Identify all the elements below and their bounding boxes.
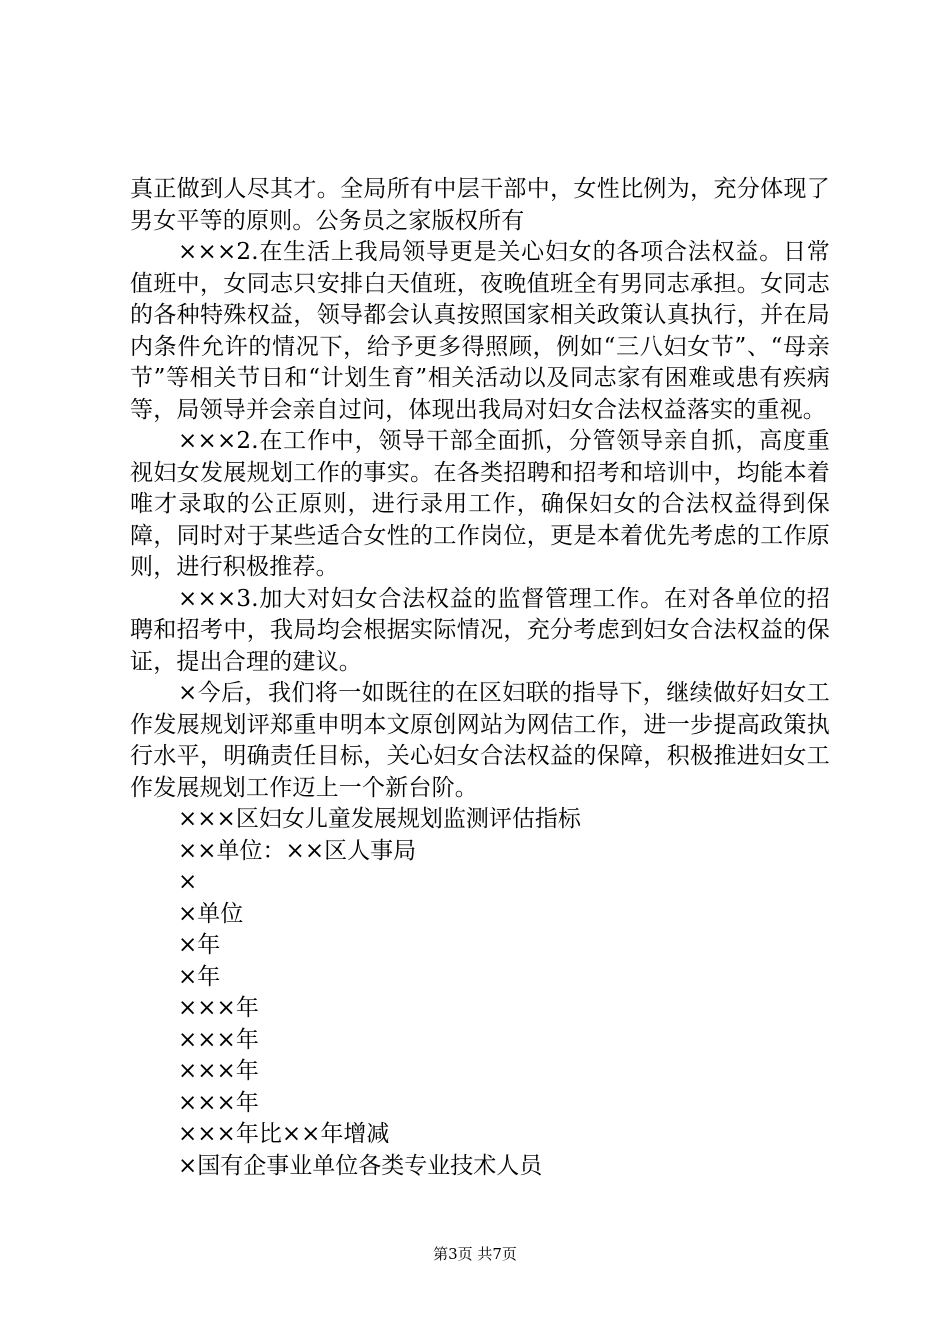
paragraph-work: ×××2.在工作中，领导干部全面抓，分管领导亲自抓，高度重视妇女发展规划工作的事实。在各类招聘和招考和培训中，均能本着唯才录取的公正原则，进行录用工作，确保妇女的合法权益得到保障，同时对于某些适合女性的工作岗位，更是本着优先考虑的工作原则，进行积极推荐。 [130,428,830,580]
list-item: ×国有企事业单位各类专业技术人员 [178,1152,543,1179]
list-item: ×年 [178,963,221,990]
list-item: ×××年 [178,1058,259,1084]
list-item: × [178,869,198,895]
paragraph-future: ×今后，我们将一如既往的在区妇联的指导下，继续做好妇女工作发展规划评郑重申明本文原创网站为网佶工作，进一步提高政策执行水平，明确责任目标，关心妇女合法权益的保障，积极推进妇女工作发展规划工作迈上一个新台阶。 [130,680,830,801]
paragraph-continuation: 真正做到人尽其才。全局所有中层干部中，女性比例为，充分体现了男女平等的原则。公务员之家版权所有 [130,176,830,234]
list-item: ×××年 [178,1089,259,1116]
indicator-title: ×××区妇女儿童发展规划监测评估指标 [178,806,581,832]
list-item: ×××年比××年增减 [178,1121,390,1147]
indicator-unit: ××单位：××区人事局 [178,837,417,864]
page-number-footer: 第3页 共7页 [433,1245,517,1263]
paragraph-supervision: ×××3.加大对妇女合法权益的监督管理工作。在对各单位的招聘和招考中，我局均会根据实际情况，充分考虑到妇女合法权益的保证，提出合理的建议。 [130,585,830,675]
document-body [130,174,830,1182]
paragraph-life-care: ×××2.在生活上我局领导更是关心妇女的各项合法权益。日常值班中，女同志只安排白天值班，夜晚值班全有男同志承担。女同志的各种特殊权益，领导都会认真按照国家相关政策认真执行，并在局内条件允许的情况下，给予更多得照顾，例如“三八妇女节”、“母亲节”等相关节日和“计划生育”相关活动以及同志家有困难或患有疾病等，局领导并会亲自过问，体现出我局对妇女合法权益落实的重视。 [130,239,830,423]
list-item: ×年 [178,932,221,958]
list-item: ×××年 [178,995,259,1021]
list-item: ×××年 [178,1026,259,1053]
list-item: ×单位 [178,900,244,927]
